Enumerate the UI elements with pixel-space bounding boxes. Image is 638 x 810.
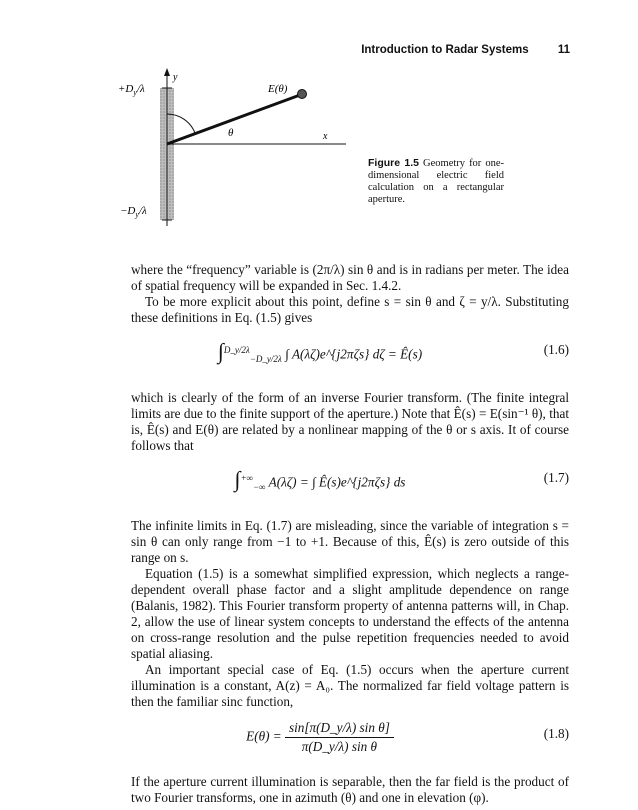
header-title: Introduction to Radar Systems xyxy=(361,44,529,56)
body-text xyxy=(131,262,569,806)
equation-1-7 xyxy=(131,460,569,512)
equation-body: $\int^{+\infty}_{-\infty}$ A(λζ) = ∫ Ê(s)e^{j2πζs} ds xyxy=(234,466,406,493)
sinc-fraction: $\frac{\text{sin[π(D\_y/λ) sin θ]}}{\text{π(D\_y/λ) sin θ}}$ xyxy=(285,720,394,755)
top-limit-label: $+D_y/\lambda$ xyxy=(118,83,145,97)
equation-body: E(θ) = $\frac{\text{sin[π(D\_y/λ) sin θ]}}{\text{π(D\_y/λ) sin θ}}$ xyxy=(131,720,509,755)
caption-label: Figure 1.5 xyxy=(368,157,420,169)
equation-number: (1.7) xyxy=(543,470,569,485)
equation-1-6 xyxy=(131,332,569,384)
paragraph: Equation (1.5) is a somewhat simplified expression, which neglects a range-dependent overall phase factor and a slight amplitude dependence on range (Balanis, 1982). This Fourier transform property of antenna patterns will, in Chap. 2, allow the use of linear system concepts to understand the effects of the antenna on cross-range resolution and the pulse repetition frequencies needed to avoid spatial aliasing. xyxy=(131,566,569,661)
y-axis-arrow xyxy=(164,68,170,76)
y-axis-label: y xyxy=(173,72,178,83)
caption-text: Geometry for one-dimensional electric field calculation on a rectangular aperture. xyxy=(368,158,504,205)
field-point xyxy=(298,90,307,99)
angle-label: θ xyxy=(228,127,234,139)
paragraph: To be more explicit about this point, define s = sin θ and ζ = y/λ. Substituting these definitions in Eq. (1.5) gives xyxy=(131,294,569,325)
equation-number: (1.6) xyxy=(543,342,569,357)
paragraph: which is clearly of the form of an inverse Fourier transform. (The finite integral limits are due to the finite support of the aperture.) Note that Ê(s) = E(sin⁻¹ θ), that is, Ê(s) and E(θ) are related by a nonlinear mapping of the θ or s axis. It of course follows that xyxy=(131,390,569,453)
aperture-diagram xyxy=(118,66,358,236)
field-label: E(θ) xyxy=(268,83,288,95)
paragraph: An important special case of Eq. (1.5) occurs when the aperture current illumination is a constant, A(z) = A₀. The normalized far field voltage pattern is then the familiar sinc function, xyxy=(131,662,569,709)
paragraph: The infinite limits in Eq. (1.7) are misleading, since the variable of integration s = sin θ can only range from −1 to +1. Because of this, Ê(s) is zero outside of this range on s. xyxy=(131,518,569,565)
figure-caption xyxy=(368,157,504,206)
paragraph: where the “frequency” variable is (2π/λ) sin θ and is in radians per meter. The idea of spatial frequency will be expanded in Sec. 1.4.2. xyxy=(131,262,569,293)
x-axis-label: x xyxy=(323,131,328,142)
paragraph: If the aperture current illumination is separable, then the far field is the product of two Fourier transforms, one in azimuth (θ) and one in elevation (φ). xyxy=(131,774,569,805)
figure-aperture-geometry xyxy=(118,66,358,236)
equation-body: ∫$^{D\_y/2\lambda}_{-D\_y/2\lambda}$ ∫ A(λζ)e^{j2πζs} dζ = Ê(s) xyxy=(217,338,423,365)
running-header xyxy=(120,44,570,56)
equation-1-8 xyxy=(131,716,569,768)
equation-number: (1.8) xyxy=(543,726,569,741)
bottom-limit-label: $-D_y/\lambda$ xyxy=(120,205,147,219)
field-vector xyxy=(167,95,300,144)
page-number: 11 xyxy=(557,44,570,56)
